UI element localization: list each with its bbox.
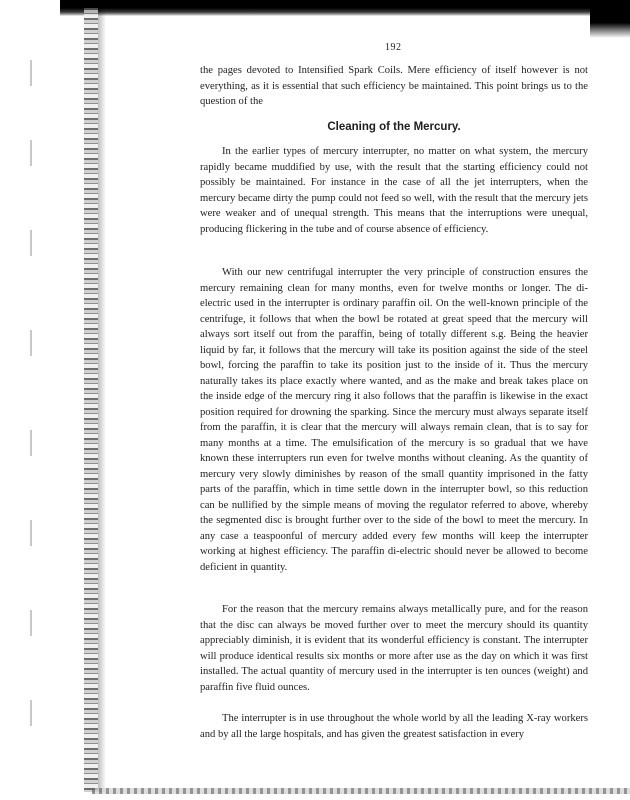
section-heading: Cleaning of the Mercury. [327,121,461,133]
paragraph-earlier-types [200,144,588,237]
margin-mark [30,610,32,636]
margin-mark [30,520,32,546]
margin-mark [30,60,32,86]
binding-shadow [98,8,106,792]
paragraph-centrifugal [200,265,588,575]
paragraph-text: The interrupter is in use throughout the whole world by all the leading X-ray workers and by all the large hospitals, and has given the greatest satisfaction in every [200,713,588,740]
paragraph-text: the pages devoted to Intensified Spark Coils. Mere efficiency of itself however is not everything, as it is essential that such efficiency be maintained. This point brings us to the question of the [200,65,588,107]
paragraph-text: With our new centrifugal interrupter the very principle of construction ensures the mercury remaining clean for many months, even for twelve months or longer. The di-electric used in the interrupter is ordinary paraffin oil. On the well-known principle of the centrifuge, it follows that when the bowl be rotated at great speed that the mercury will always sort itself out from the paraffin, being of totally different s.g. Being the heavier liquid by far, it follows that the mercury will take its position against the side of the steel bowl, forcing the paraffin to take its position just to the inside of it. Thus the mercury naturally takes its place exactly where wanted, and as the make and break takes place on the inside edge of the mercury ring it also follows that the paraffin is likewise in the exact position required for drowning the sparking. Since the mercury must always separate itself from the paraffin, it is clear that the mercury will always remain clean, that is to say for many months at a time. The emulsification of the mercury is so gradual that we have known these interrupters run even for twelve months without cleaning. As the quantity of mercury very slowly diminishes by reason of the small quantity imprisoned in the fatty parts of the paraffin, which in time settle down in the interrupter bowl, so this reduction can be nullified by the simple means of moving the regulator referred to above, whereby the segmented disc is brought further over to the side of the bowl to meet the mercury. In any case a teaspoonful of mercury added every few months will keep the interrupter working at highest efficiency. The paraffin di-electric should never be allowed to become deficient in quantity. [200,267,588,573]
scan-top-shadow [60,0,630,16]
paragraph-text: For the reason that the mercury remains always metallically pure, and for the reason that the disc can always be moved further over to meet the mercury should its quantity appreciably diminish, it is evident that its wonderful efficiency is constant. The interrupter will produce identical results six months or more after use as the day on which it was first installed. The actual quantity of mercury used in the interrupter is ten ounces (weight) and paraffin five fluid ounces. [200,604,588,693]
margin-mark [30,430,32,456]
margin-mark [30,330,32,356]
paragraph-usage [200,711,588,742]
paragraph-intro [200,63,588,110]
page-number: 192 [385,42,402,53]
binding-edge [84,8,98,792]
paragraph-purity [200,602,588,695]
scan-bottom-edge [92,788,630,794]
margin-mark [30,140,32,166]
scan-corner-shadow [590,0,630,38]
margin-mark [30,700,32,726]
margin-mark [30,230,32,256]
paragraph-text: In the earlier types of mercury interrupter, no matter on what system, the mercury rapidly became muddified by use, with the result that the starting efficiency could not possibly be maintained. For instance in the case of all the jet interrupters, when the mercury became dirty the pump could not feed so well, with the result that the mercury jets were weaker and of unequal strength. This means that the interruptions were unequal, producing flickering in the tube and of course absence of efficiency. [200,146,588,235]
